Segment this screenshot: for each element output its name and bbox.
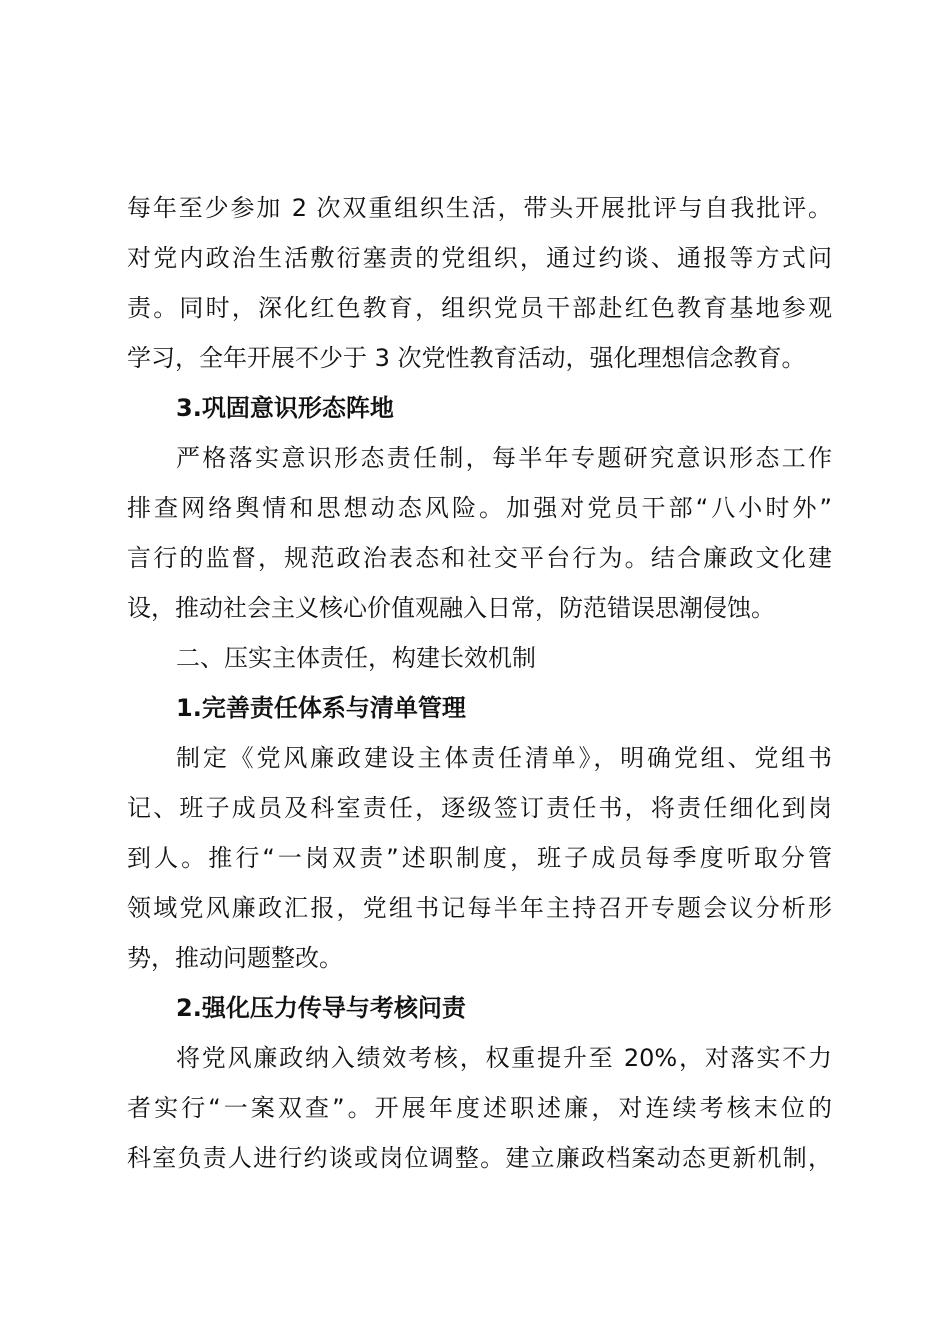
paragraph-line: 记、班子成员及科室责任，逐级签订责任书，将责任细化到岗 xyxy=(127,794,832,822)
paragraph-line: 者实行“一案双查”。开展年度述职述廉，对连续考核末位的 xyxy=(127,1094,832,1122)
subsection-heading: 3.巩固意识形态阵地 xyxy=(176,394,394,422)
paragraph-line: 责。同时，深化红色教育，组织党员干部赴红色教育基地参观 xyxy=(127,294,832,322)
paragraph-line: 每年至少参加 2 次双重组织生活，带头开展批评与自我批评。 xyxy=(127,194,832,222)
paragraph-3 xyxy=(127,733,832,983)
paragraph-line: 学习，全年开展不少于 3 次党性教育活动，强化理想信念教育。 xyxy=(127,344,806,372)
paragraph-4 xyxy=(127,1033,832,1183)
subsection-heading: 2.强化压力传导与考核问责 xyxy=(176,994,466,1022)
document-body xyxy=(127,183,832,1183)
paragraph-line: 将党风廉政纳入绩效考核，权重提升至 20%，对落实不力 xyxy=(176,1044,832,1072)
paragraph-line: 势，推动问题整改。 xyxy=(127,944,343,972)
paragraph-2 xyxy=(127,433,832,633)
paragraph-line: 严格落实意识形态责任制，每半年专题研究意识形态工作 xyxy=(176,444,832,472)
subsection-heading: 1.完善责任体系与清单管理 xyxy=(176,694,466,722)
paragraph-line: 对党内政治生活敷衍塞责的党组织，通过约谈、通报等方式问 xyxy=(127,244,832,272)
paragraph-line: 制定《党风廉政建设主体责任清单》，明确党组、党组书 xyxy=(176,744,832,772)
section-heading: 二、压实主体责任，构建长效机制 xyxy=(176,644,536,672)
paragraph-line: 言行的监督，规范政治表态和社交平台行为。结合廉政文化建 xyxy=(127,544,832,572)
paragraph-line: 到人。推行“一岗双责”述职制度，班子成员每季度听取分管 xyxy=(127,844,832,872)
paragraph-line: 领域党风廉政汇报，党组书记每半年主持召开专题会议分析形 xyxy=(127,894,832,922)
paragraph-1 xyxy=(127,183,832,383)
paragraph-line: 排查网络舆情和思想动态风险。加强对党员干部“八小时外” xyxy=(127,494,832,522)
paragraph-line: 设，推动社会主义核心价值观融入日常，防范错误思潮侵蚀。 xyxy=(127,594,775,622)
paragraph-line: 科室负责人进行约谈或岗位调整。建立廉政档案动态更新机制， xyxy=(127,1144,832,1172)
